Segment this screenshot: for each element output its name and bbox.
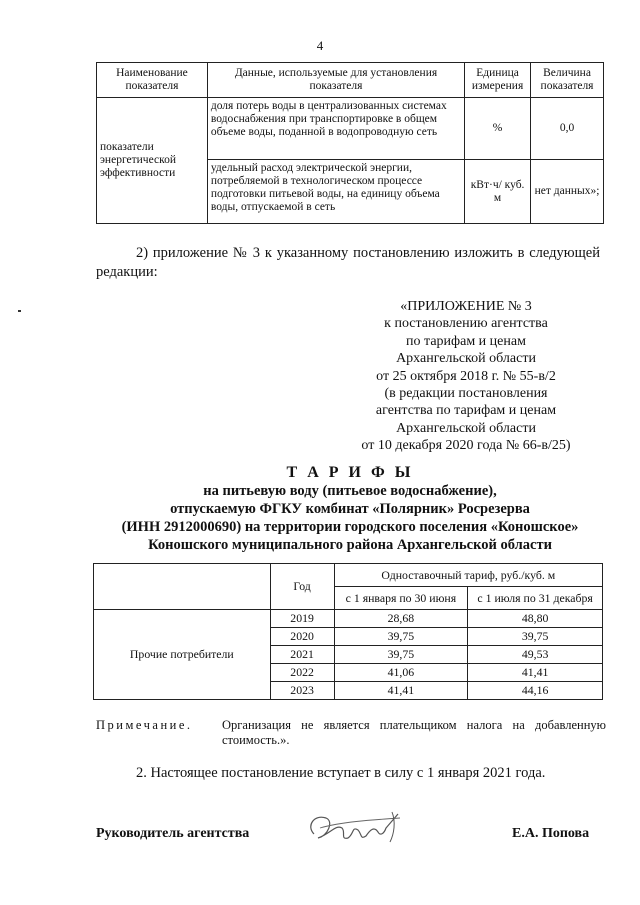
- header-period-2: с 1 июля по 31 декабря: [468, 587, 603, 610]
- header-data-used: Данные, используемые для установления показателя: [207, 63, 464, 98]
- appendix-line: по тарифам и ценам: [406, 333, 526, 349]
- header-tariff: Одноставочный тариф, руб./куб. м: [334, 564, 602, 587]
- table-cell-year: 2020: [270, 628, 334, 646]
- tariff-subtitle-line: Коношского муниципального района Архангельской области: [148, 537, 552, 553]
- appendix-line: (в редакции постановления: [384, 386, 548, 402]
- table-cell-tariff: 39,75: [334, 646, 468, 664]
- table-cell-tariff: 39,75: [334, 628, 468, 646]
- table-cell-tariff: 44,16: [468, 682, 603, 700]
- table-header-row: [94, 564, 603, 587]
- table-cell-unit: %: [465, 98, 531, 160]
- header-indicator-name: Наименование показателя: [97, 63, 208, 98]
- table-header-row: [97, 63, 604, 98]
- header-empty: [94, 564, 271, 610]
- scan-mark: [18, 310, 21, 312]
- header-value: Величина показателя: [531, 63, 604, 98]
- table-cell-year: 2019: [270, 610, 334, 628]
- appendix-line: к постановлению агентства: [384, 316, 548, 332]
- group-label: показатели энергетической эффективности: [97, 98, 208, 224]
- appendix-line: Архангельской области: [396, 351, 536, 367]
- table-cell-year: 2023: [270, 682, 334, 700]
- tariff-table: [93, 563, 603, 700]
- table-cell-year: 2021: [270, 646, 334, 664]
- table-cell-tariff: 48,80: [468, 610, 603, 628]
- table-cell-data: удельный расход электрической энергии, потребляемой в технологическом процессе подготовки питьевой воды, на единицу объема воды, отпускаемой в сеть: [207, 160, 464, 224]
- table-cell-tariff: 41,41: [468, 664, 603, 682]
- table-cell-year: 2022: [270, 664, 334, 682]
- appendix-line: «ПРИЛОЖЕНИЕ № 3: [400, 299, 532, 314]
- tariff-heading: [90, 464, 610, 554]
- appendix-line: агентства по тарифам и ценам: [375, 403, 557, 419]
- tariff-subtitle-line: (ИНН 2912000690) на территории городского поселения «Коношское»: [121, 519, 579, 535]
- appendix-line: от 10 декабря 2020 года № 66-в/25): [361, 438, 571, 454]
- note-label: Примечание.: [96, 718, 193, 732]
- table-cell-tariff: 41,06: [334, 664, 468, 682]
- appendix-block: [340, 298, 592, 455]
- tariff-title: Т А Р И Ф Ы: [286, 464, 414, 481]
- note-text: Организация не является плательщиком налога на добавленную стоимость.».: [222, 718, 606, 747]
- page-number: 4: [316, 38, 324, 53]
- signature-role: Руководитель агентства: [96, 826, 250, 841]
- signature-name: Е.А. Попова: [512, 826, 590, 841]
- header-period-1: с 1 января по 30 июня: [334, 587, 468, 610]
- table-cell-value: 0,0: [531, 98, 604, 160]
- table-row: [97, 98, 604, 160]
- appendix-line: от 25 октября 2018 г. № 55-в/2: [376, 368, 556, 384]
- appendix-line: Архангельской области: [396, 420, 536, 436]
- consumer-label: Прочие потребители: [94, 610, 271, 700]
- table-row: [94, 610, 603, 628]
- tariff-subtitle-line: отпускаемую ФГКУ комбинат «Полярник» Росрезерва: [170, 501, 530, 517]
- table-cell-tariff: 39,75: [468, 628, 603, 646]
- table-cell-data: доля потерь воды в централизованных системах водоснабжения при транспортировке в общем объеме воды, поданной в водопроводную сеть: [207, 98, 464, 160]
- table-cell-tariff: 28,68: [334, 610, 468, 628]
- table-cell-value: нет данных»;: [531, 160, 604, 224]
- paragraph-3: 2. Настоящее постановление вступает в силу с 1 января 2021 года.: [136, 765, 546, 781]
- table-cell-tariff: 41,41: [334, 682, 468, 700]
- table-cell-tariff: 49,53: [468, 646, 603, 664]
- tariff-subtitle-line: на питьевую воду (питьевое водоснабжение),: [203, 483, 497, 499]
- paragraph-2: 2) приложение № 3 к указанному постановлению изложить в следующей редакции:: [96, 245, 600, 280]
- table-cell-unit: кВт·ч/ куб. м: [465, 160, 531, 224]
- header-unit: Единица измерения: [465, 63, 531, 98]
- signature-image: [300, 804, 420, 852]
- header-year: Год: [270, 564, 334, 610]
- indicators-table: [96, 62, 604, 224]
